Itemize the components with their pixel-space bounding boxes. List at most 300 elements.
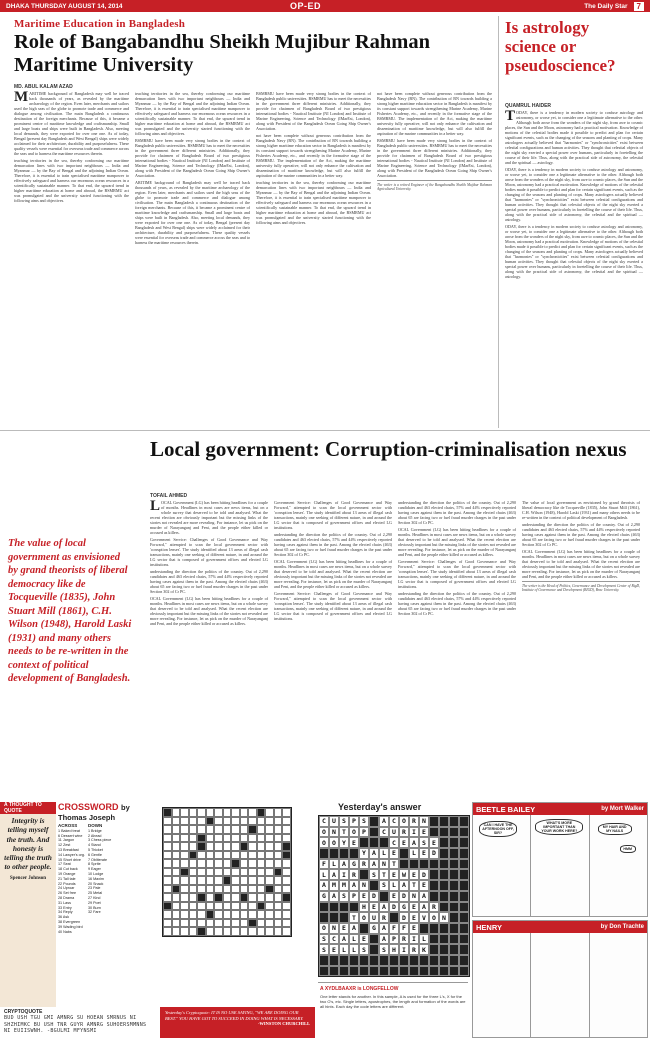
- crossword-cell[interactable]: [274, 851, 283, 860]
- crossword-cell[interactable]: [206, 868, 215, 877]
- crossword-cell[interactable]: [214, 893, 223, 902]
- crossword-cell[interactable]: [274, 859, 283, 868]
- article2-headline[interactable]: Is astrology science or pseudoscience?: [505, 18, 616, 75]
- crossword-cell[interactable]: [172, 868, 181, 877]
- crossword-cell[interactable]: [223, 817, 232, 826]
- crossword-cell[interactable]: [172, 927, 181, 936]
- crossword-cell[interactable]: [172, 817, 181, 826]
- crossword-cell[interactable]: [265, 825, 274, 834]
- answer-cell: [439, 891, 449, 902]
- crossword-cell[interactable]: [163, 876, 172, 885]
- crossword-cell[interactable]: [248, 808, 257, 817]
- crossword-cell[interactable]: [180, 851, 189, 860]
- crossword-cell[interactable]: [214, 825, 223, 834]
- crossword-cell[interactable]: [257, 893, 266, 902]
- across-clue-13: 26 Set free: [58, 891, 77, 896]
- crossword-cell[interactable]: [197, 851, 206, 860]
- crossword-cell[interactable]: [163, 868, 172, 877]
- crossword-cell[interactable]: [180, 817, 189, 826]
- crossword-cell[interactable]: [163, 885, 172, 894]
- answer-cell: E: [429, 837, 439, 848]
- crossword-cell[interactable]: [274, 842, 283, 851]
- answer-cell: Y: [359, 848, 369, 859]
- crossword-cell[interactable]: [163, 859, 172, 868]
- crossword-cell[interactable]: [231, 876, 240, 885]
- answer-cell: [369, 934, 379, 945]
- crossword-cell[interactable]: [231, 893, 240, 902]
- article3-columns: [150, 500, 640, 796]
- answer-cell: P: [349, 816, 359, 827]
- article3-dropcap: L: [150, 500, 161, 514]
- crossword-cell[interactable]: [282, 808, 291, 817]
- crossword-cell[interactable]: [274, 893, 283, 902]
- crossword-cell[interactable]: [189, 825, 198, 834]
- crossword-cell[interactable]: [240, 919, 249, 928]
- crossword-cell[interactable]: [257, 910, 266, 919]
- crossword-cell[interactable]: [248, 910, 257, 919]
- crossword-cell[interactable]: [223, 834, 232, 843]
- answer-cell: [349, 902, 359, 913]
- crossword-cell[interactable]: [274, 834, 283, 843]
- across-clue-12: 24 Uproar: [58, 886, 75, 891]
- crossword-cell[interactable]: [248, 817, 257, 826]
- crossword-cell[interactable]: [282, 910, 291, 919]
- crossword-cell[interactable]: [214, 808, 223, 817]
- crossword-cell[interactable]: [265, 919, 274, 928]
- crossword-cell[interactable]: [231, 902, 240, 911]
- crossword-cell[interactable]: [223, 910, 232, 919]
- answer-cell: E: [419, 848, 429, 859]
- crossword-cell[interactable]: [274, 868, 283, 877]
- crossword-cell[interactable]: [248, 859, 257, 868]
- crossword-cell[interactable]: [206, 842, 215, 851]
- answer-cell: E: [419, 827, 429, 838]
- crossword-cell[interactable]: [231, 910, 240, 919]
- crossword-cell[interactable]: [257, 851, 266, 860]
- crossword-cell[interactable]: [265, 808, 274, 817]
- crossword-cell[interactable]: [223, 902, 232, 911]
- article3-headline[interactable]: Local government: Corruption-criminalisation nexus: [150, 437, 627, 461]
- crossword-cell[interactable]: [257, 859, 266, 868]
- crossword-cell[interactable]: [214, 902, 223, 911]
- crossword-cell[interactable]: [180, 834, 189, 843]
- crossword-cell[interactable]: [274, 919, 283, 928]
- down-clue-1: 2 Ahead: [87, 833, 102, 838]
- crossword-cell[interactable]: [197, 893, 206, 902]
- across-clue-17: 34 Reply: [58, 910, 73, 915]
- crossword-cell[interactable]: [223, 876, 232, 885]
- crossword-cell[interactable]: [189, 893, 198, 902]
- crossword-cell[interactable]: [265, 885, 274, 894]
- crossword-cell[interactable]: [257, 919, 266, 928]
- crossword-cell[interactable]: [189, 876, 198, 885]
- crossword-cell[interactable]: [214, 919, 223, 928]
- crossword-cell[interactable]: [189, 910, 198, 919]
- crossword-cell[interactable]: [197, 876, 206, 885]
- answer-cell: A: [329, 869, 339, 880]
- crossword-cell[interactable]: [206, 910, 215, 919]
- crossword-cell[interactable]: [206, 859, 215, 868]
- quote-label: A THOUGHT TO QUOTE: [0, 802, 56, 814]
- crossword-cell[interactable]: [206, 902, 215, 911]
- crossword-cell[interactable]: [172, 842, 181, 851]
- section-divider: [0, 430, 650, 431]
- answer-cell: C: [329, 934, 339, 945]
- article1-col4: not have been complete without generous contribution from the Bangladesh Navy (BN). The contribution of BN towards building a strong higher maritime education sector in Bangladesh is manifest by its constant support towards strengthening Marine Academy, Marine Fisheries Academy, etc., and recently in the formative stage of the BSMRMU. The implementation of the Act, making the maritime university fully operative, will not only enhance the cultivation and dissemination of maritime knowledge, but will also fulfill the aspiration of the marine communities in a better way. BSMRMU have been made very strong bodies in the context of Bangladesh public universities. BSMRMU has to meet the necessities in the government three different ministries. Additionally, they provide for chairmen of Bangladesh Board of two prestigious international bodies - Nautical Institute (NI London) and Institute of Marine Engineering, Science and Technology (IMarEst, London), along with President of the Bangladesh Ocean Going Ship Owner's Association. The writer is a retired Engineer of the Bangabandhu Sheikh Mujibur Rahman Agricultural University.: [377, 91, 492, 192]
- crossword-cell[interactable]: [206, 825, 215, 834]
- crossword-cell[interactable]: [240, 842, 249, 851]
- crossword-cell[interactable]: [231, 808, 240, 817]
- crossword-cell[interactable]: [231, 842, 240, 851]
- crossword-cell[interactable]: [172, 876, 181, 885]
- crossword-cell[interactable]: [163, 825, 172, 834]
- crossword-cell[interactable]: [189, 927, 198, 936]
- answer-cell: [449, 880, 459, 891]
- crossword-cell[interactable]: [163, 808, 172, 817]
- crossword-cell[interactable]: [223, 927, 232, 936]
- crossword-cell[interactable]: [265, 868, 274, 877]
- crossword-cell[interactable]: [274, 927, 283, 936]
- crossword-cell[interactable]: [257, 902, 266, 911]
- answer-cell: [369, 966, 379, 977]
- crossword-cell[interactable]: [206, 919, 215, 928]
- crossword-cell[interactable]: [180, 927, 189, 936]
- crossword-cell[interactable]: [197, 868, 206, 877]
- crossword-cell[interactable]: [231, 919, 240, 928]
- answer-cell: [339, 955, 349, 966]
- crossword-cell[interactable]: [172, 910, 181, 919]
- crossword-cell[interactable]: [163, 817, 172, 826]
- crossword-cell[interactable]: [189, 817, 198, 826]
- crossword-cell[interactable]: [257, 885, 266, 894]
- crossword-cell[interactable]: [214, 910, 223, 919]
- crossword-cell[interactable]: [206, 851, 215, 860]
- answer-cell: O: [429, 912, 439, 923]
- crossword-cell[interactable]: [189, 885, 198, 894]
- answer-cell: E: [349, 837, 359, 848]
- answer-cell: A: [339, 934, 349, 945]
- answer-cell: A: [319, 880, 329, 891]
- crossword-cell[interactable]: [163, 834, 172, 843]
- crossword-cell[interactable]: [282, 885, 291, 894]
- crossword-cell[interactable]: [240, 817, 249, 826]
- crossword-cell[interactable]: [172, 851, 181, 860]
- crossword-cell[interactable]: [197, 825, 206, 834]
- article3-col4: The value of local government as envisioned by grand theorists of liberal democracy like de Tocqueville (1835), John Stuart Mill (1861), C.H. Wilson (1948), Harold Laski (1931) and many others needs to be re-written in the context of political development of Bangladesh. understanding the direction the politics of the country. Out of 2,290 candidates and 463 elected chairs, 57% and 44% respectively reported having cases against them in the past. Among the elected chairs (463) about 65 are facing two or fuel fraud murder charges in the past under Section 302 of Cr PC. OCAL Government (LG) has been hitting headlines for a couple of months. Headlines in most cases are news items, but on a whole survey that deserved to be told and analysed. What the recent election are obviously important but the missing links of the stories not revealed are more revealing. For instance, let us pick on the murder of Narayanganj and Feni, and the people either killed or accused as killers. The writer is the Head of Politics, Governance and Development Center of BigD, Institute of Governance and Development (BIGD), Brac University.: [522, 500, 640, 593]
- crossword-cell[interactable]: [282, 868, 291, 877]
- crossword-cell[interactable]: [180, 902, 189, 911]
- article2-dropcap: T: [505, 110, 516, 124]
- crossword-cell[interactable]: [231, 885, 240, 894]
- crossword-cell[interactable]: [223, 919, 232, 928]
- crossword-cell[interactable]: [223, 842, 232, 851]
- crossword-cell[interactable]: [248, 919, 257, 928]
- crossword-cell[interactable]: [214, 885, 223, 894]
- crossword-cell[interactable]: [257, 817, 266, 826]
- comic1-panel1: CAN I HAVE THE AFTERNOON OFF, SIR?: [473, 815, 531, 916]
- answer-cell: [339, 848, 349, 859]
- crossword-cell[interactable]: [274, 910, 283, 919]
- across-clue-3: 12 Zest: [58, 843, 71, 848]
- crossword-cell[interactable]: [180, 919, 189, 928]
- crossword-cell[interactable]: [274, 808, 283, 817]
- down-clue-13: 25 Metal: [87, 891, 103, 896]
- crossword-cell[interactable]: [197, 817, 206, 826]
- article1-headline[interactable]: Role of Bangabandhu Sheikh Mujibur Rahman Maritime University: [14, 31, 431, 76]
- crossword-cell[interactable]: [231, 825, 240, 834]
- answer-cell: R: [409, 944, 419, 955]
- crossword-cell[interactable]: [240, 910, 249, 919]
- crossword-cell[interactable]: [223, 868, 232, 877]
- crossword-cell[interactable]: [240, 859, 249, 868]
- crossword-cell[interactable]: [257, 825, 266, 834]
- crossword-cell[interactable]: [197, 910, 206, 919]
- crossword-cell[interactable]: [231, 851, 240, 860]
- crossword-cell[interactable]: [206, 834, 215, 843]
- down-clue-7: 8 Sprite: [87, 862, 101, 867]
- article2-col1: TODAY, there is a tendency in modern society to confuse astrology and astronomy, or worse yet, to consider one a legitimate alternative to the other. Although both arose from the wonders of the night sky, from awe to cosmic places, the Sun and the Moon, astronomy had a practical motivation. Knowledge of motions of the celestial bodies made it possible to predict and plan for certain significant events, such as the changing of the seasons and planting of crops. Many astrologers actually believed that "harmonies" or "synchronicities" exist between celestial configurations and human activities. They thought that celestial objects of the night sky exerted a special power over humans, particularly in foretelling the course of their life. Thus, along with the practical side of astronomy, the celestial and the spiritual — astrology. ODAY, there is a tendency in modern society to confuse astrology and astronomy, or worse yet, to consider one a legitimate alternative to the other. Although both arose from the wonders of the night sky, from awe to cosmic places, the Sun and the Moon, astronomy had a practical motivation. Knowledge of motions of the celestial bodies made it possible to predict and plan for certain significant events, such as the changing of the seasons and planting of crops. Many astrologers actually believed that "harmonies" or "synchronicities" exist between celestial configurations and human activities. They thought that celestial objects of the night sky exerted a special power over humans, particularly in foretelling the course of their life. Thus, along with the practical side of astronomy, the celestial and the spiritual — astrology. ODAY, there is a tendency in modern society to confuse astrology and astronomy, or worse yet, to consider one a legitimate alternative to the other. Although both arose from the wonders of the night sky, from awe to cosmic places, the Sun and the Moon, astronomy had a practical motivation. Knowledge of motions of the celestial bodies made it possible to predict and plan for certain significant events, such as the changing of the seasons and planting of crops. Many astrologers actually believed that "harmonies" or "synchronicities" exist between celestial configurations and human activities. They thought that celestial objects of the night sky exerted a special power over humans, particularly in foretelling the course of their life. Thus, along with the practical side of astronomy, the celestial and the spiritual — astrology.: [505, 110, 643, 279]
- crossword-cell[interactable]: [180, 885, 189, 894]
- crossword-cell[interactable]: [189, 851, 198, 860]
- answer-cell: F: [319, 859, 329, 870]
- crossword-cell[interactable]: [180, 808, 189, 817]
- answer-cell: [429, 880, 439, 891]
- crossword-cell[interactable]: [206, 808, 215, 817]
- crossword-cell[interactable]: [231, 868, 240, 877]
- answer-cell: [429, 944, 439, 955]
- crossword-cell[interactable]: [223, 885, 232, 894]
- crossword-cell[interactable]: [248, 868, 257, 877]
- crossword-cell[interactable]: [240, 825, 249, 834]
- crossword-cell[interactable]: [231, 859, 240, 868]
- crossword-cell[interactable]: [240, 885, 249, 894]
- crossword-cell[interactable]: [214, 842, 223, 851]
- crossword-cell[interactable]: [180, 859, 189, 868]
- crossword-cell[interactable]: [214, 834, 223, 843]
- crossword-cell[interactable]: [248, 834, 257, 843]
- crossword-cell[interactable]: [206, 927, 215, 936]
- crossword-cell[interactable]: [197, 919, 206, 928]
- crossword-cell[interactable]: [274, 902, 283, 911]
- crossword-cell[interactable]: [240, 834, 249, 843]
- answer-cell: A: [379, 902, 389, 913]
- across-clue-1: 6 Dessert wine: [58, 833, 83, 838]
- crossword-cell[interactable]: [206, 876, 215, 885]
- crossword-cell[interactable]: [206, 817, 215, 826]
- crossword-cell[interactable]: [214, 859, 223, 868]
- crossword-cell[interactable]: [189, 842, 198, 851]
- crossword-cell[interactable]: [282, 859, 291, 868]
- crossword-cell[interactable]: [180, 825, 189, 834]
- crossword-cell[interactable]: [163, 902, 172, 911]
- crossword-cell[interactable]: [265, 927, 274, 936]
- crossword-cell[interactable]: [240, 851, 249, 860]
- crossword-cell[interactable]: [223, 851, 232, 860]
- crossword-cell[interactable]: [206, 893, 215, 902]
- crossword-cell[interactable]: [282, 842, 291, 851]
- answer-cell: S: [339, 816, 349, 827]
- answer-cell: D: [369, 891, 379, 902]
- answer-cell: N: [409, 891, 419, 902]
- crossword-cell[interactable]: [180, 893, 189, 902]
- answer-cell: [419, 966, 429, 977]
- crossword-cell[interactable]: [231, 834, 240, 843]
- crossword-cell[interactable]: [189, 919, 198, 928]
- crossword-cell[interactable]: [214, 876, 223, 885]
- crossword-cell[interactable]: [172, 808, 181, 817]
- crossword-cell[interactable]: [248, 876, 257, 885]
- crossword-grid[interactable]: [162, 807, 292, 937]
- crossword-cell[interactable]: [163, 842, 172, 851]
- crossword-cell[interactable]: [172, 885, 181, 894]
- crossword-cell[interactable]: [189, 808, 198, 817]
- crossword-cell[interactable]: [265, 834, 274, 843]
- crossword-cell[interactable]: [180, 842, 189, 851]
- crossword-cell[interactable]: [257, 808, 266, 817]
- crossword-cell[interactable]: [231, 927, 240, 936]
- crossword-cell[interactable]: [265, 910, 274, 919]
- across-clue-6: 15 Short drive: [58, 857, 81, 862]
- crossword-cell[interactable]: [282, 825, 291, 834]
- crossword-cell[interactable]: [282, 919, 291, 928]
- crossword-cell[interactable]: [248, 851, 257, 860]
- crossword-cell[interactable]: [265, 842, 274, 851]
- crossword-cell[interactable]: [214, 851, 223, 860]
- crossword-cell[interactable]: [248, 885, 257, 894]
- answer-cell: [369, 837, 379, 848]
- crossword-cell[interactable]: [240, 927, 249, 936]
- answer-cell: [399, 966, 409, 977]
- crossword-cell[interactable]: [240, 868, 249, 877]
- comic-henry: HENRY by Don Trachte: [472, 920, 648, 1038]
- crossword-cell[interactable]: [231, 817, 240, 826]
- crossword-cell[interactable]: [197, 834, 206, 843]
- crossword-cell[interactable]: [189, 834, 198, 843]
- crossword-cell[interactable]: [197, 842, 206, 851]
- crossword-cell[interactable]: [282, 876, 291, 885]
- crossword-cell[interactable]: [180, 868, 189, 877]
- crossword-cell[interactable]: [197, 885, 206, 894]
- crossword-cell[interactable]: [265, 817, 274, 826]
- crossword-cell[interactable]: [257, 842, 266, 851]
- answer-cell: [449, 827, 459, 838]
- crossword-cell[interactable]: [163, 927, 172, 936]
- crossword-cell[interactable]: [172, 902, 181, 911]
- crossword-cell[interactable]: [197, 859, 206, 868]
- crossword-cell[interactable]: [163, 910, 172, 919]
- crossword-cell[interactable]: [257, 876, 266, 885]
- crossword-cell[interactable]: [257, 834, 266, 843]
- crossword-cell[interactable]: [248, 842, 257, 851]
- answer-cell: U: [389, 827, 399, 838]
- crossword-cell[interactable]: [172, 893, 181, 902]
- crossword-cell[interactable]: [265, 902, 274, 911]
- crossword-cell[interactable]: [282, 902, 291, 911]
- crossword-cell[interactable]: [223, 825, 232, 834]
- crossword-cell[interactable]: [223, 808, 232, 817]
- answer-cell: R: [359, 859, 369, 870]
- crossword-cell[interactable]: [163, 919, 172, 928]
- answer-cell: E: [339, 923, 349, 934]
- answer-cell: C: [389, 816, 399, 827]
- crossword-cell[interactable]: [197, 902, 206, 911]
- answer-cell: G: [399, 902, 409, 913]
- crossword-cell[interactable]: [265, 859, 274, 868]
- crossword-cell[interactable]: [248, 893, 257, 902]
- crossword-cell[interactable]: [257, 927, 266, 936]
- crossword-cell[interactable]: [274, 885, 283, 894]
- crossword-cell[interactable]: [180, 910, 189, 919]
- answer-cell: [449, 955, 459, 966]
- answer-cell: [439, 837, 449, 848]
- crossword-cell[interactable]: [189, 859, 198, 868]
- answer-cell: I: [339, 869, 349, 880]
- crossword-cell[interactable]: [257, 868, 266, 877]
- answer-cell: [459, 837, 469, 848]
- crossword-cell[interactable]: [189, 902, 198, 911]
- crossword-cell[interactable]: [282, 817, 291, 826]
- crossword-cell[interactable]: [265, 893, 274, 902]
- crossword-cell[interactable]: [172, 859, 181, 868]
- crossword-cell[interactable]: [265, 876, 274, 885]
- crossword-cell[interactable]: [180, 876, 189, 885]
- crossword-cell[interactable]: [282, 893, 291, 902]
- answer-cell: N: [329, 923, 339, 934]
- crossword-cell[interactable]: [206, 885, 215, 894]
- down-clue-12: 23 Pale: [87, 886, 101, 891]
- crossword-cell[interactable]: [248, 927, 257, 936]
- crossword-cell[interactable]: [240, 876, 249, 885]
- crossword-cell[interactable]: [240, 808, 249, 817]
- answer-cell: A: [349, 880, 359, 891]
- crossword-cell[interactable]: [282, 834, 291, 843]
- answer-cell: D: [399, 912, 409, 923]
- across-clue-15: 31 Lass: [58, 900, 71, 905]
- crossword-cell[interactable]: [282, 927, 291, 936]
- answer-cell: U: [329, 816, 339, 827]
- answer-cell: [449, 848, 459, 859]
- crossword-cell[interactable]: [197, 927, 206, 936]
- crossword-cell[interactable]: [223, 859, 232, 868]
- crossword-cell[interactable]: [240, 902, 249, 911]
- crossword-cell[interactable]: [172, 825, 181, 834]
- crossword-cell[interactable]: [163, 893, 172, 902]
- crossword-cell[interactable]: [214, 868, 223, 877]
- crossword-cell[interactable]: [265, 851, 274, 860]
- crossword-cell[interactable]: [274, 817, 283, 826]
- answer-cell: O: [359, 912, 369, 923]
- crossword-cell[interactable]: [214, 817, 223, 826]
- crossword-cell[interactable]: [248, 902, 257, 911]
- crossword-cell[interactable]: [274, 876, 283, 885]
- answer-cell: A: [369, 859, 379, 870]
- answer-cell: S: [379, 944, 389, 955]
- answer-cell: [459, 869, 469, 880]
- crossword-cell[interactable]: [223, 893, 232, 902]
- crossword-cell[interactable]: [172, 919, 181, 928]
- crossword-cell[interactable]: [248, 825, 257, 834]
- crossword-cell[interactable]: [172, 834, 181, 843]
- crossword-cell[interactable]: [214, 927, 223, 936]
- down-clues: DOWN 1 Bridge 2 Ahead 3 Chess piece 4 Stand 5 Thicket 6 Gentle 7 Obliterate 8 Sprite 9 Eager 10 Lodge 16 Maxim 20 Snack 23 Pale 25 Metal 27 Kind 29 Poet 30 Burn 32 Fare: [87, 823, 112, 915]
- crossword-cell[interactable]: [189, 868, 198, 877]
- crossword-cell[interactable]: [240, 893, 249, 902]
- answer-cell: [439, 816, 449, 827]
- crossword-cell[interactable]: [282, 851, 291, 860]
- crossword-cell[interactable]: [274, 825, 283, 834]
- crossword-cell[interactable]: [163, 851, 172, 860]
- crossword-cell[interactable]: [197, 808, 206, 817]
